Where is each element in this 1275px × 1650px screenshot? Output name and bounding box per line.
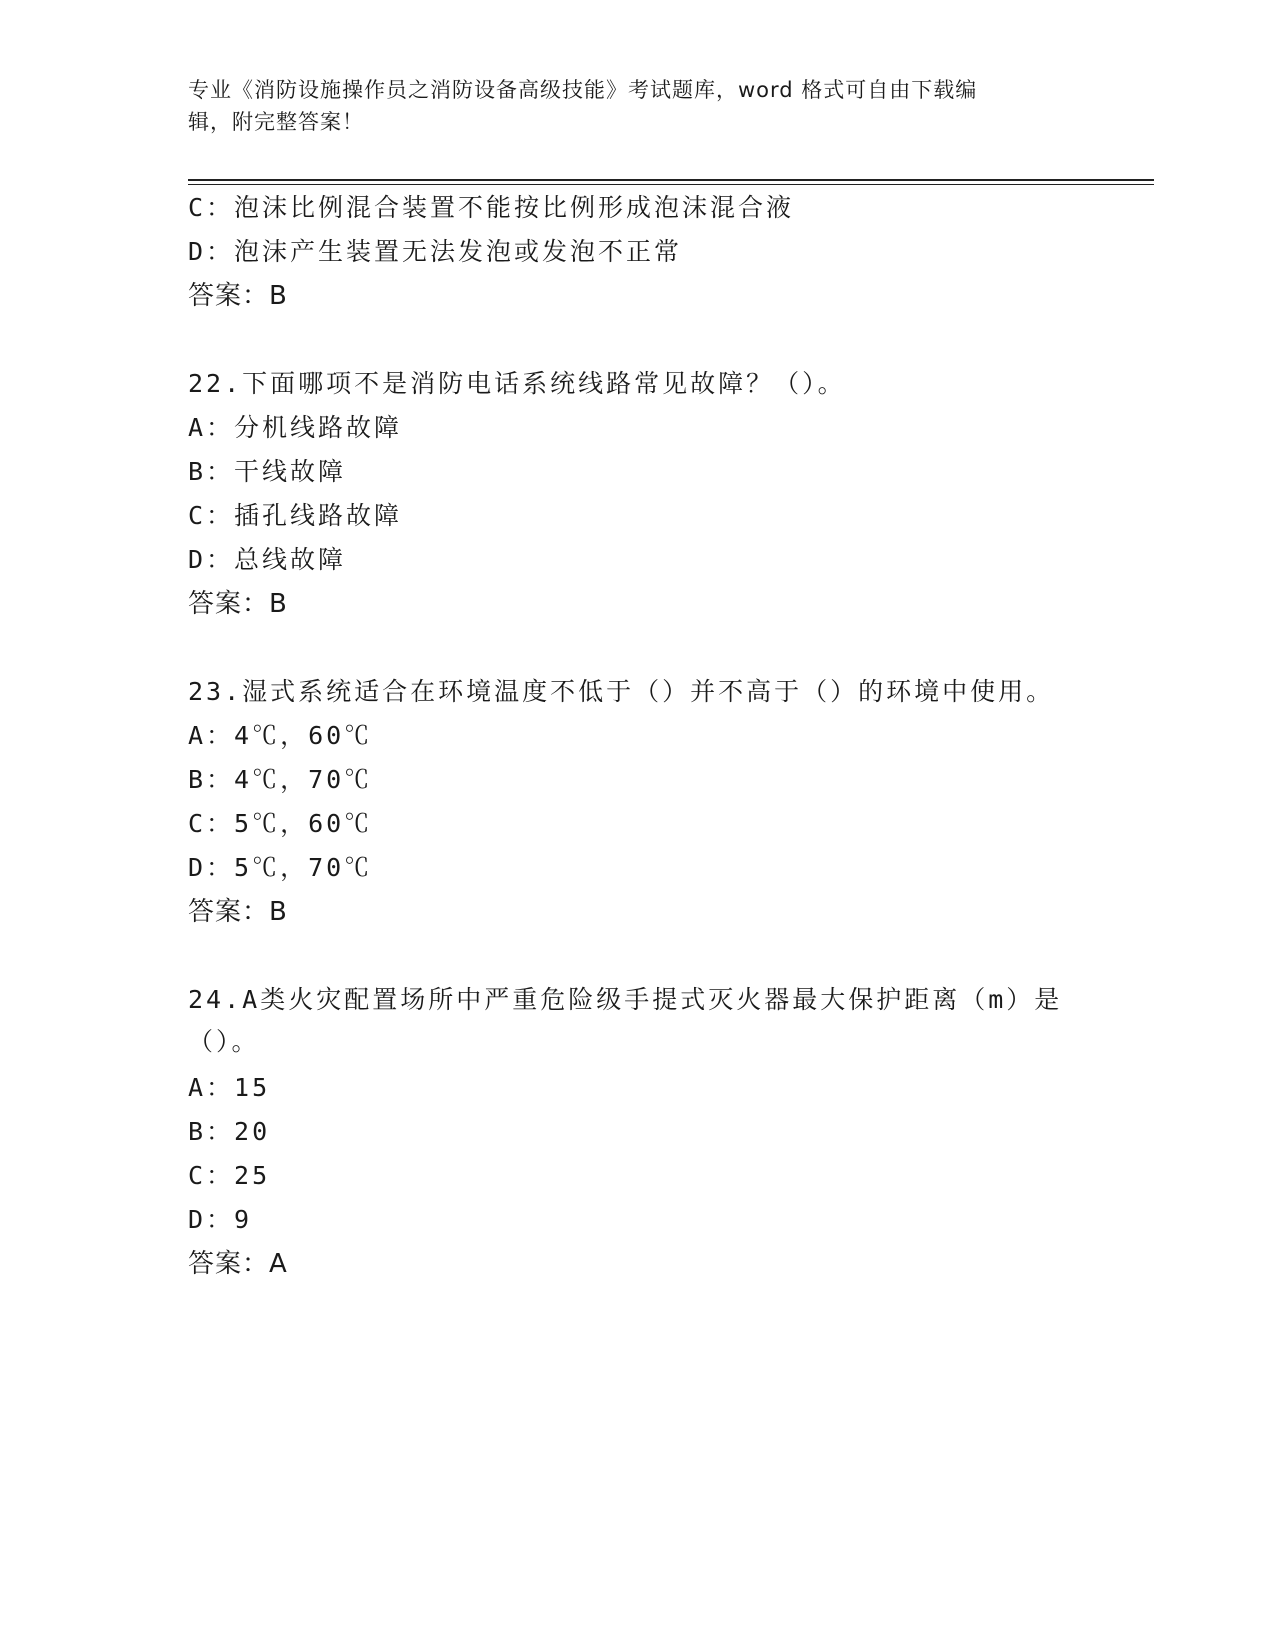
header-divider-bottom xyxy=(188,184,1154,185)
question-stem: 24.A类火灾配置场所中严重危险级手提式灭火器最大保护距离（m）是 xyxy=(188,985,1063,1014)
option-a: A：4℃，60℃ xyxy=(188,721,373,750)
question-stem: 22.下面哪项不是消防电话系统线路常见故障？（）。 xyxy=(188,369,846,398)
header-line-2: 辑，附完整答案！ xyxy=(188,110,364,134)
answer-line: 答案：B xyxy=(188,897,288,927)
answer-line: 答案：A xyxy=(188,1249,288,1279)
option-a: A：15 xyxy=(188,1073,271,1102)
question-stem: 23.湿式系统适合在环境温度不低于（）并不高于（）的环境中使用。 xyxy=(188,677,1055,706)
document-header xyxy=(188,74,1068,138)
answer-line: 答案：B xyxy=(188,589,288,619)
option-b: B：4℃，70℃ xyxy=(188,765,373,794)
option-c: C：25 xyxy=(188,1161,271,1190)
option-c: C：泡沫比例混合装置不能按比例形成泡沫混合液 xyxy=(188,193,795,222)
question-stem-continued: （）。 xyxy=(188,1027,260,1056)
option-d: D：泡沫产生装置无法发泡或发泡不正常 xyxy=(188,237,683,266)
option-d: D：9 xyxy=(188,1205,253,1234)
option-a: A：分机线路故障 xyxy=(188,413,403,442)
option-d: D：5℃，70℃ xyxy=(188,853,373,882)
option-c: C：5℃，60℃ xyxy=(188,809,373,838)
answer-line: 答案：B xyxy=(188,281,288,311)
option-b: B：20 xyxy=(188,1117,271,1146)
option-b: B：干线故障 xyxy=(188,457,347,486)
header-line-1: 专业《消防设施操作员之消防设备高级技能》考试题库，word 格式可自由下载编 xyxy=(188,78,978,102)
header-divider-top xyxy=(188,179,1154,181)
option-c: C：插孔线路故障 xyxy=(188,501,403,530)
option-d: D：总线故障 xyxy=(188,545,347,574)
